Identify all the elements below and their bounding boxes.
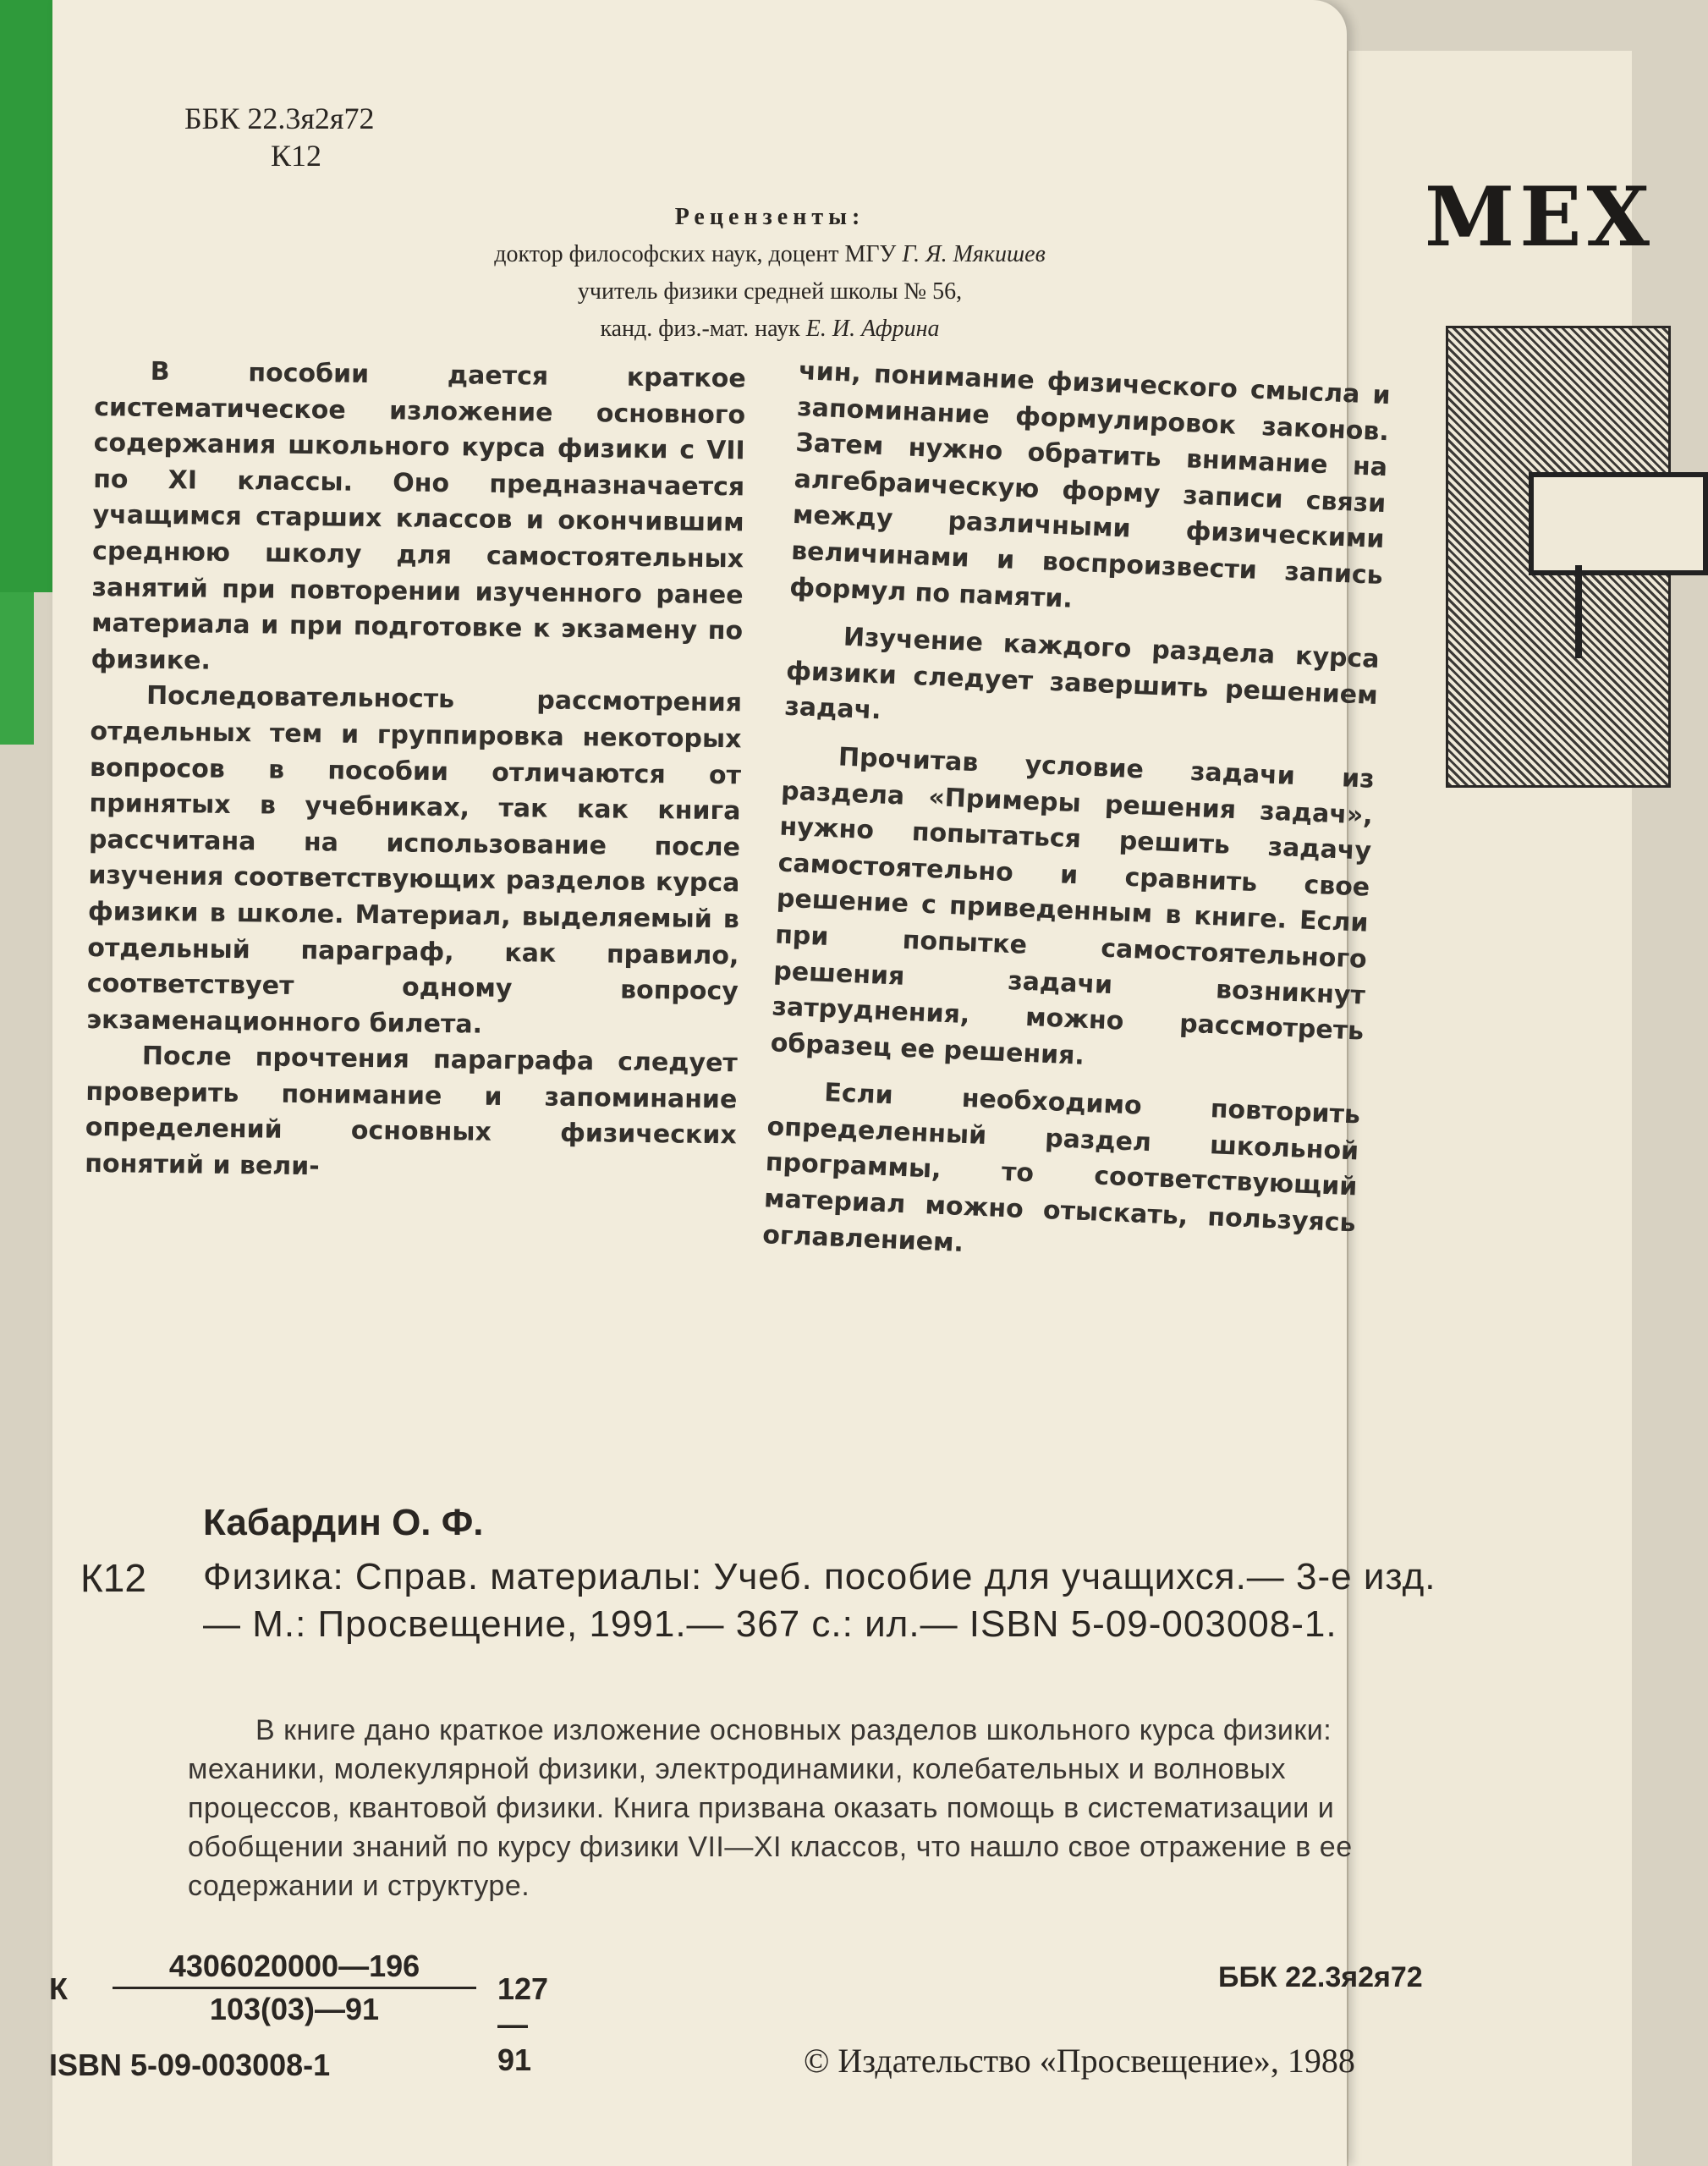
isbn-footer: ISBN 5-09-003008-1 <box>49 2048 331 2082</box>
bibliography-author: Кабардин О. Ф. <box>203 1502 484 1543</box>
green-book-edge <box>0 0 59 592</box>
k-code: К12 <box>271 139 322 173</box>
catalog-denominator: 103(03)—91 <box>209 1992 380 2026</box>
paragraph: чин, понимание физического смысла и запоминание формулировок законов. Затем нужно обратить внимание на алгебраическую форму записи связи между различными физическими величинами и воспроизвести запись формул по памяти. <box>788 355 1392 614</box>
reviewer-1-name: Г. Я. Мякишев <box>902 241 1046 267</box>
body-column-right <box>761 354 1391 1278</box>
reviewer-line-2: учитель физики средней школы № 56, <box>577 278 963 305</box>
reviewer-line-1 <box>305 236 1235 273</box>
body-column-left <box>85 354 746 1190</box>
reviewer-3-role: канд. физ.-мат. наук <box>600 316 800 342</box>
reviewer-line-3 <box>305 311 1235 348</box>
reviewer-1-role: доктор философских наук, доцент МГУ <box>494 241 897 267</box>
paragraph: Последовательность рассмотрения отдельных тем и группировка некоторых вопросов в пособии отличаются от принятых в учебниках, так как книга рассчитана на использование после изучения соответствующих разделов курса физики в школе. Материал, выделяемый в отдельный параграф, как правило, соответствует одному вопросу экзаменационного билета. <box>86 681 743 1040</box>
adjacent-book-title: МЕХ <box>1425 169 1655 265</box>
bibliography-code: К12 <box>80 1556 146 1600</box>
bibliography-entry: Физика: Справ. материалы: Учеб. пособие для учащихся.— 3-е изд. — М.: Просвещение, 1991.— 367 с.: ил.— ISBN 5-09-003008-1. <box>203 1556 1436 1645</box>
reviewer-3-name: Е. И. Африна <box>805 316 940 342</box>
catalog-fraction <box>113 1946 476 2030</box>
copyright-notice: © Издательство «Просвещение», 1988 <box>804 2042 1355 2080</box>
cover-pattern-graphic <box>1446 326 1671 788</box>
annotation <box>188 1711 1440 1905</box>
cover-stem-graphic <box>1575 565 1582 658</box>
bbk-header <box>184 100 374 174</box>
catalog-numerator: 4306020000—196 <box>113 1946 476 1989</box>
paragraph: Изучение каждого раздела курса физики следует завершить решением задач. <box>783 622 1381 726</box>
catalog-tail: 127—91 <box>497 1971 549 2077</box>
catalog-k-letter: К <box>49 1971 68 2006</box>
reviewers-block <box>305 199 1235 348</box>
annotation-text: В книге дано краткое изложение основных разделов школьного курса физики: механики, молекулярной физики, электродинамики, колебательных и волновых процессов, квантовой физики. Книга призвана оказать помощь в систематизации и обобщении знаний по курсу физики VII—XI классов, что нашло свое отражение в ее содержании и структуре. <box>188 1714 1353 1902</box>
green-book-edge-lower <box>0 592 34 745</box>
paragraph: После прочтения параграфа следует проверить понимание и запоминание определений основных физических понятий и вели- <box>85 1042 739 1182</box>
bbk-footer: ББК 22.3я2я72 <box>1218 1961 1423 1993</box>
bbk-code: ББК 22.3я2я72 <box>184 102 375 135</box>
paragraph: В пособии дается краткое систематическое изложение основного содержания школьного курса физики с VII по XI классы. Оно предназначается учащимся старших классов и окончившим среднюю школу для самостоятельных занятий при повторении изученного ранее материала и при подготовке к экзамену по физике. <box>91 356 746 676</box>
paragraph: Прочитав условие задачи из раздела «Примеры решения задач», нужно попытаться решить задачу самостоятельно и сравнить свое решение с приведенным в книге. Если при попытке самостоятельного решения задачи возникнут затруднения, можно рассмотреть образец ее решения. <box>770 742 1376 1071</box>
paragraph: Если необходимо повторить определенный раздел школьной программы, то соответствующий материал можно отыскать, пользуясь оглавлением. <box>761 1078 1361 1258</box>
cover-frame-graphic <box>1529 472 1708 575</box>
reviewers-title: Рецензенты: <box>674 204 865 230</box>
